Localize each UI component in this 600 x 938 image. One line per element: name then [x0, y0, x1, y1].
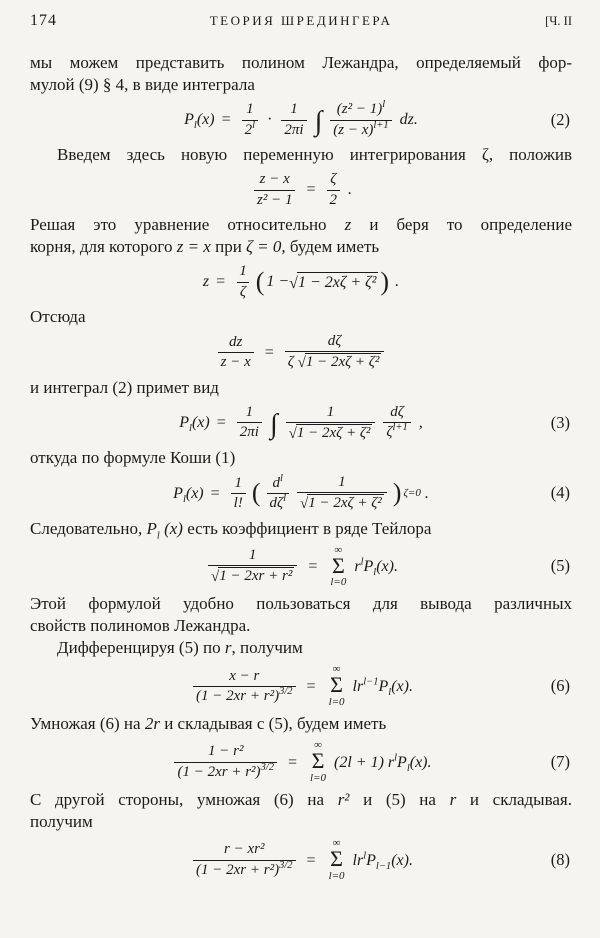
subscript: l [388, 686, 392, 698]
math-text: (1 − 2xr + r²) [177, 763, 261, 780]
radicand: 1 − 2xζ + ζ² [308, 495, 382, 512]
superscript: 3/2 [279, 859, 293, 871]
math-arg: (x) [185, 484, 204, 502]
denominator: 2πi [237, 422, 262, 441]
equals-sign: = [306, 851, 316, 869]
running-title: ТЕОРИЯ ШРЕДИНГЕРА [209, 13, 393, 28]
numerator: 1 [245, 404, 254, 420]
denominator [285, 351, 385, 371]
sum-lower-limit: l=0 [330, 576, 347, 589]
math-tail: , [418, 414, 423, 432]
fraction [193, 841, 296, 879]
text-run: Умножая (6) на [30, 714, 145, 734]
text-run: Этой формулой удобно пользоваться для вывода различных [30, 594, 572, 614]
denominator [330, 120, 391, 139]
superscript: l [283, 492, 286, 504]
math-var: z = x [176, 237, 211, 256]
numerator: ζ [330, 171, 337, 188]
text-line [30, 236, 572, 258]
text-run: будем иметь [285, 237, 380, 256]
multiplication-dot: · [267, 111, 273, 129]
equals-sign: = [221, 111, 231, 129]
equation-2: $P_l(x)$ = $\frac{1}{2^l}$ · $\frac{1}{2\pi i}$ ∫ $\frac{(z^2 - 1)^l}{(z - x)^{l+1}}$ dz. (2) [184, 99, 570, 138]
text-line [30, 637, 572, 659]
radical-sign: √ [288, 425, 297, 442]
numerator: dζ [390, 404, 404, 420]
superscript: l [382, 99, 386, 111]
equation-number: (7) [550, 752, 570, 772]
math-lhs: z [202, 273, 210, 291]
text-run: мы можем представить полином Лежандра, определяемый фор- [30, 53, 572, 72]
fraction [285, 333, 385, 372]
text-line [30, 447, 572, 469]
equation-5 [30, 545, 572, 589]
math-var: r² [337, 790, 350, 810]
math-var: lr [352, 851, 364, 869]
math-text: (1 − 2xr + r²) [196, 687, 280, 704]
text-line [30, 377, 572, 399]
math-arg: (x). [391, 851, 413, 869]
text-run: и интеграл (2) примет вид [30, 377, 219, 397]
math-arg: (x). [409, 753, 432, 771]
denominator [208, 565, 297, 585]
sum-term [353, 677, 413, 696]
text-line [30, 713, 572, 735]
sum-term [353, 851, 413, 870]
math-var: z [344, 215, 352, 234]
text-run: Введем здесь новую переменную интегрирования ζ, положив [57, 145, 572, 164]
numerator: 1 [338, 474, 346, 490]
superscript: l [360, 556, 364, 568]
fraction [208, 547, 297, 586]
math-tail: . [395, 273, 400, 291]
fraction [327, 171, 341, 209]
text-run: свойств полиномов Лежандра. [30, 616, 251, 636]
summation [310, 740, 326, 784]
sigma-sign: Σ [330, 672, 343, 698]
equation-number: (5) [550, 556, 570, 576]
sqrt-expression [289, 272, 378, 292]
text-run: и (5) на [349, 790, 450, 810]
text-run: мулой (9) § 4, в виде интеграла [30, 75, 255, 94]
fraction [383, 404, 410, 442]
equals-sign: = [287, 753, 298, 771]
equals-sign: = [216, 414, 226, 432]
denominator [383, 422, 410, 441]
text-line [30, 811, 572, 833]
math-text: ζ [386, 424, 393, 441]
numerator [270, 472, 286, 493]
equation-number: (2) [550, 110, 570, 130]
denominator [193, 686, 296, 705]
equals-sign: = [216, 273, 226, 291]
text-line [30, 144, 572, 166]
math-lhs [173, 484, 203, 503]
numerator: 1 [326, 403, 335, 420]
subscript: l [193, 120, 197, 132]
equation-number: (4) [550, 483, 570, 503]
fraction [267, 472, 290, 513]
sum-upper-limit: ∞ [332, 663, 341, 676]
text-run: и беря то определение [351, 215, 572, 234]
equation-substitution [30, 171, 572, 209]
radicand: 1 − 2xζ + ζ² [305, 354, 380, 371]
numerator: 1 [239, 263, 247, 280]
math-var: r [449, 790, 457, 810]
denominator [297, 492, 387, 512]
radical-sign: √ [297, 355, 306, 372]
denominator: ζ [237, 282, 249, 301]
subscript: l [406, 762, 410, 774]
sqrt-expression [298, 353, 382, 371]
numerator: 1 [290, 101, 298, 118]
math-var: P [378, 677, 389, 695]
text-line [30, 615, 572, 637]
denominator: 2πi [281, 120, 306, 139]
math-var: P [363, 557, 374, 575]
math-var: 2r [144, 714, 160, 734]
fraction [174, 743, 277, 781]
fraction [254, 171, 295, 209]
fraction [297, 474, 387, 513]
math-text: (z² − 1) [336, 101, 383, 118]
equals-sign: = [308, 557, 318, 575]
text-run: Следовательно, [30, 518, 147, 538]
subscript: l [182, 493, 186, 505]
denominator [286, 422, 376, 442]
math-var: P [397, 753, 407, 771]
math-var: P [146, 518, 157, 538]
math-var: P [184, 111, 194, 129]
math-text: 2 [244, 121, 253, 138]
superscript: 3/2 [279, 685, 293, 697]
math-arg: (x) [191, 414, 210, 432]
math-text: (z − x) [333, 121, 374, 138]
radical-sign: √ [300, 496, 309, 513]
equals-sign: = [306, 677, 316, 695]
summation [329, 838, 345, 882]
radicand: 1 − 2xζ + ζ² [297, 273, 377, 291]
superscript: l+1 [392, 422, 408, 434]
text-run: корня, для которого [30, 237, 177, 256]
math-arg: (x). [391, 677, 413, 695]
equation-8 [30, 838, 572, 882]
radicand: 1 − 2xζ + ζ² [296, 424, 371, 441]
math-lhs [179, 413, 210, 435]
fraction [281, 101, 306, 139]
equation-root: z = $\frac{1}{\zeta}$ ( 1 − √1 − 2xζ + ζ² ) . [202, 263, 400, 300]
subscript: l−1 [375, 860, 392, 872]
text-run: получим [30, 812, 93, 832]
fraction [231, 475, 246, 513]
text-run: Решая это уравнение относительно [30, 215, 345, 234]
equation-4: $P_l(x)$ = $\frac{1}{l!}$ ( $d^l$ $d\zeta^l$ $\frac{1}{\text{√1 − 2xζ + ζ²}}$ ) ζ=0 . (4) [173, 472, 570, 513]
equation-7 [30, 740, 572, 784]
math-tail: . [348, 181, 352, 199]
math-tail: dz. [399, 111, 418, 129]
math-text: 1 − [266, 273, 290, 291]
math-text: (1 − 2xr + r²) [196, 861, 280, 878]
equation-number: (6) [550, 676, 570, 696]
superscript: l−1 [363, 676, 379, 688]
sum-term [354, 556, 398, 579]
text-line [30, 518, 572, 540]
fraction [237, 404, 262, 442]
math-var: P [179, 414, 190, 432]
sqrt-expression [211, 567, 294, 585]
math-text: d [272, 474, 281, 491]
math-var: lr [352, 677, 364, 695]
superscript: l [394, 752, 398, 764]
math-text: dζ [269, 494, 284, 511]
denominator: 2 [327, 190, 341, 209]
text-run: и складывая с (5), будем иметь [159, 714, 387, 734]
equals-sign: = [264, 343, 274, 361]
summation [330, 545, 346, 589]
sum-upper-limit: ∞ [332, 837, 341, 850]
denominator: z² − 1 [254, 190, 295, 209]
superscript: l [280, 472, 283, 484]
radical-sign: √ [289, 274, 298, 292]
sigma-sign: Σ [330, 846, 343, 872]
denominator: l! [231, 493, 246, 512]
math-var: ζ = 0, [246, 237, 286, 256]
equation-number: (8) [550, 850, 570, 870]
text-line [30, 214, 572, 236]
denominator: z − x [218, 352, 254, 371]
math-lhs [184, 110, 215, 132]
math-text: ζ [287, 354, 298, 371]
radical-sign: √ [211, 569, 220, 586]
math-var: P [366, 851, 376, 869]
numerator: x − r [229, 667, 260, 684]
equation-6 [30, 664, 572, 708]
text-line [30, 306, 572, 328]
text-line [30, 789, 572, 811]
denominator [267, 493, 290, 512]
subscript: l [373, 567, 377, 579]
text-run: Дифференцируя (5) по [57, 638, 225, 658]
numerator: r − xr² [224, 841, 265, 858]
fraction [193, 668, 296, 706]
math-arg: (x) [196, 111, 215, 129]
fraction [218, 334, 254, 372]
numerator: z − x [259, 171, 290, 188]
denominator [193, 860, 296, 879]
sqrt-expression [289, 424, 373, 442]
sum-upper-limit: ∞ [334, 543, 343, 556]
text-run: Отсюда [30, 307, 86, 326]
radicand: 1 − 2xr + r² [219, 568, 293, 585]
text-line [30, 74, 572, 96]
running-header [30, 10, 572, 32]
math-arg: (x) [159, 518, 183, 538]
numerator: dz [229, 333, 243, 350]
math-var: P [173, 484, 183, 502]
fraction [236, 263, 250, 301]
numerator: 1 − r² [208, 743, 244, 760]
numerator: 1 [248, 547, 257, 564]
sum-upper-limit: ∞ [314, 739, 322, 752]
superscript: l+1 [373, 119, 389, 131]
math-var: r [224, 638, 232, 658]
denominator [242, 120, 258, 139]
sum-term [334, 753, 432, 772]
text-run: , получим [231, 638, 303, 658]
equation-3: $P_l(x)$ = $\frac{1}{2\pi i}$ ∫ $\frac{1}{\text{√1 − 2xζ + ζ²}}$ $\frac{d\zeta}{\zeta^{l+1}}$ , (3) [179, 403, 570, 442]
equation-differential [30, 333, 572, 372]
denominator [174, 762, 277, 781]
sum-lower-limit: l=0 [328, 696, 345, 709]
summation [329, 664, 345, 708]
math-var: r [354, 557, 361, 575]
fraction [242, 101, 258, 139]
text-run: есть коэффициент в ряде Тейлора [182, 518, 432, 538]
text-line [30, 52, 572, 74]
superscript: l [252, 119, 256, 131]
page-number: 174 [30, 12, 57, 29]
sqrt-expression [300, 494, 384, 512]
numerator: 1 [246, 101, 254, 118]
math-arg: (x). [376, 557, 398, 575]
numerator: dζ [327, 333, 342, 349]
text-run: откуда по формуле Коши (1) [30, 448, 236, 467]
fraction [286, 404, 376, 443]
subscript: l [156, 529, 160, 541]
text-run: и складывая. [456, 790, 572, 810]
chapter-marker: [Ч. II [545, 14, 572, 28]
fraction [330, 101, 391, 139]
numerator [334, 101, 388, 119]
superscript: 3/2 [260, 761, 274, 773]
text-line [30, 593, 572, 615]
equation-number: (3) [550, 412, 570, 432]
numerator: 1 [234, 474, 242, 491]
sigma-sign: Σ [331, 552, 345, 578]
equals-sign: = [210, 484, 220, 502]
subscript: l [189, 423, 192, 435]
sum-lower-limit: l=0 [328, 870, 345, 883]
sum-lower-limit: l=0 [310, 772, 326, 785]
text-run: при [210, 237, 247, 256]
equals-sign: = [306, 181, 316, 199]
math-var: (2l + 1) r [334, 753, 395, 771]
math-tail: . [424, 484, 429, 502]
sigma-sign: Σ [311, 748, 325, 774]
superscript: l [363, 850, 367, 862]
text-run: С другой стороны, умножая (6) на [30, 790, 338, 810]
